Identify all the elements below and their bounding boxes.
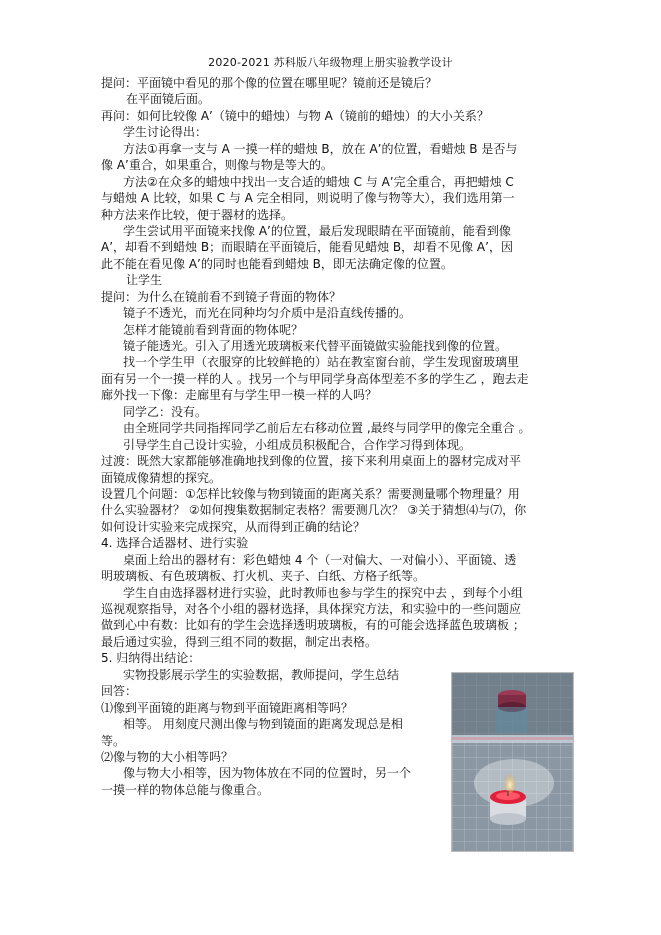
section-heading: 5. 归纳得出结论： [101,651,201,666]
text-line: 与蜡烛 A 比较，如果 C 与 A 完全相同，则说明了像与物等大），我们选用第一 [101,191,515,206]
text-line: 面有另一个一摸一样的人 。找另一个与甲同学身高体型差不多的学生乙 ，跑去走 [101,371,529,386]
text-line: 像与物大小相等，因为物体放在不同的位置时，另一个 [123,766,412,781]
text-line: A’，却看不到蜡烛 B；而眼睛在平面镜后，能看见蜡烛 B，却看不见像 A’，因 [101,240,513,255]
text-line: 镜子不透光，而光在同种均匀介质中是沿直线传播的。 [123,306,412,321]
text-line: ⑵像与物的大小相等吗？ [101,749,234,764]
text-line: 什么实验器材？ ②如何搜集数据制定表格？需要测几次？ ③关于猜想⑷与⑺，你 [101,503,527,518]
text-line: 一摸一样的物体总能与像重合。 [101,782,270,797]
text-line: 怎样才能镜前看到背面的物体呢？ [123,322,304,337]
text-line: 如何设计实验来完成探究，从而得到正确的结论？ [101,519,366,534]
text-line: 提问：平面镜中看见的那个像的位置在哪里呢？镜前还是镜后？ [101,76,438,90]
text-line: 让学生 [126,273,163,288]
text-line: 方法①再拿一支与 A 一摸一样的蜡烛 B，放在 A’的位置，看蜡烛 B 是否与 [123,141,518,156]
text-line: 相等。 用刻度尺测出像与物到镜面的距离发现总是相 [123,717,403,732]
text-line: 像 A’重合，如果重合，则像与物是等大的。 [101,158,333,173]
page-header: 2020-2021 苏科版八年级物理上册实验教学设计 [208,56,453,69]
text-line: 提问：为什么在镜前看不到镜子背面的物体？ [101,289,342,304]
text-line: 学生自由选择器材进行实验，此时教师也参与学生的探究中去 ，到每个小组 [123,585,523,600]
text-line: ⑴像到平面镜的距离与物到平面镜距离相等吗？ [101,700,354,715]
text-line: 再问：如何比较像 A’（镜中的蜡烛）与物 A（镜前的蜡烛）的大小关系？ [101,108,489,123]
candle-mirror-photo-illustration [452,673,573,851]
text-line: 引导学生自己设计实验，小组成员积极配合，合作学习得到体现。 [123,437,472,452]
text-line: 廊外找一下像：走廊里有与学生甲一模一样的人吗？ [101,388,378,403]
text-line: 此不能在看见像 A’的同时也能看到蜡烛 B，即无法确定像的位置。 [101,256,453,271]
text-line: 等。 [101,733,126,748]
text-line: 设置几个问题：①怎样比较像与物到镜面的距离关系？需要测量哪个物理量？用 [101,486,520,501]
text-line: 方法②在众多的蜡烛中找出一支合适的蜡烛 C 与 A’完全重合，再把蜡烛 C [123,174,514,189]
text-line: 同学乙：没有。 [123,404,208,419]
text-line: 种方法来作比较，便于器材的选择。 [101,207,294,222]
text-line: 巡视观察指导，对各个小组的器材选择，具体探究方法，和实验中的一些问题应 [101,602,522,616]
text-line: 做到心中有数：比如有的学生会选择透明玻璃板，有的可能会选择蓝色玻璃板 ； [101,618,525,633]
text-line: 最后通过实验，得到三组不同的数据，制定出表格。 [101,634,378,649]
experiment-photo [451,672,574,852]
text-line: 过渡：既然大家都能够准确地找到像的位置，接下来利用桌面上的器材完成对平 [101,454,522,469]
text-line: 回答： [101,684,138,699]
text-line: 学生讨论得出： [123,125,208,140]
text-line: 实物投影展示学生的实验数据，教师提问，学生总结 [123,667,400,682]
section-heading: 4. 选择合适器材、进行实验 [101,536,249,551]
text-line: 由全班同学共同指挥同学乙前后左右移动位置 ,最终与同学甲的像完全重合 。 [123,421,531,436]
text-line: 镜子能透光。引入了用透光玻璃板来代替平面镜做实验能找到像的位置。 [123,339,508,353]
text-line: 在平面镜后面。 [126,92,211,107]
text-line: 明玻璃板、有色玻璃板、打火机、夹子、白纸、方格子纸等。 [101,569,426,584]
text-line: 学生尝试用平面镜来找像 A’的位置，最后发现眼睛在平面镜前，能看到像 [123,223,511,238]
text-line: 面镜成像猜想的探究。 [101,470,222,485]
text-line: 桌面上给出的器材有：彩色蜡烛 4 个（一对偏大、一对偏小）、平面镜、透 [123,552,517,567]
text-line: 找一个学生甲（衣服穿的比较鲜艳的）站在教室窗台前，学生发现窗玻璃里 [123,355,520,370]
